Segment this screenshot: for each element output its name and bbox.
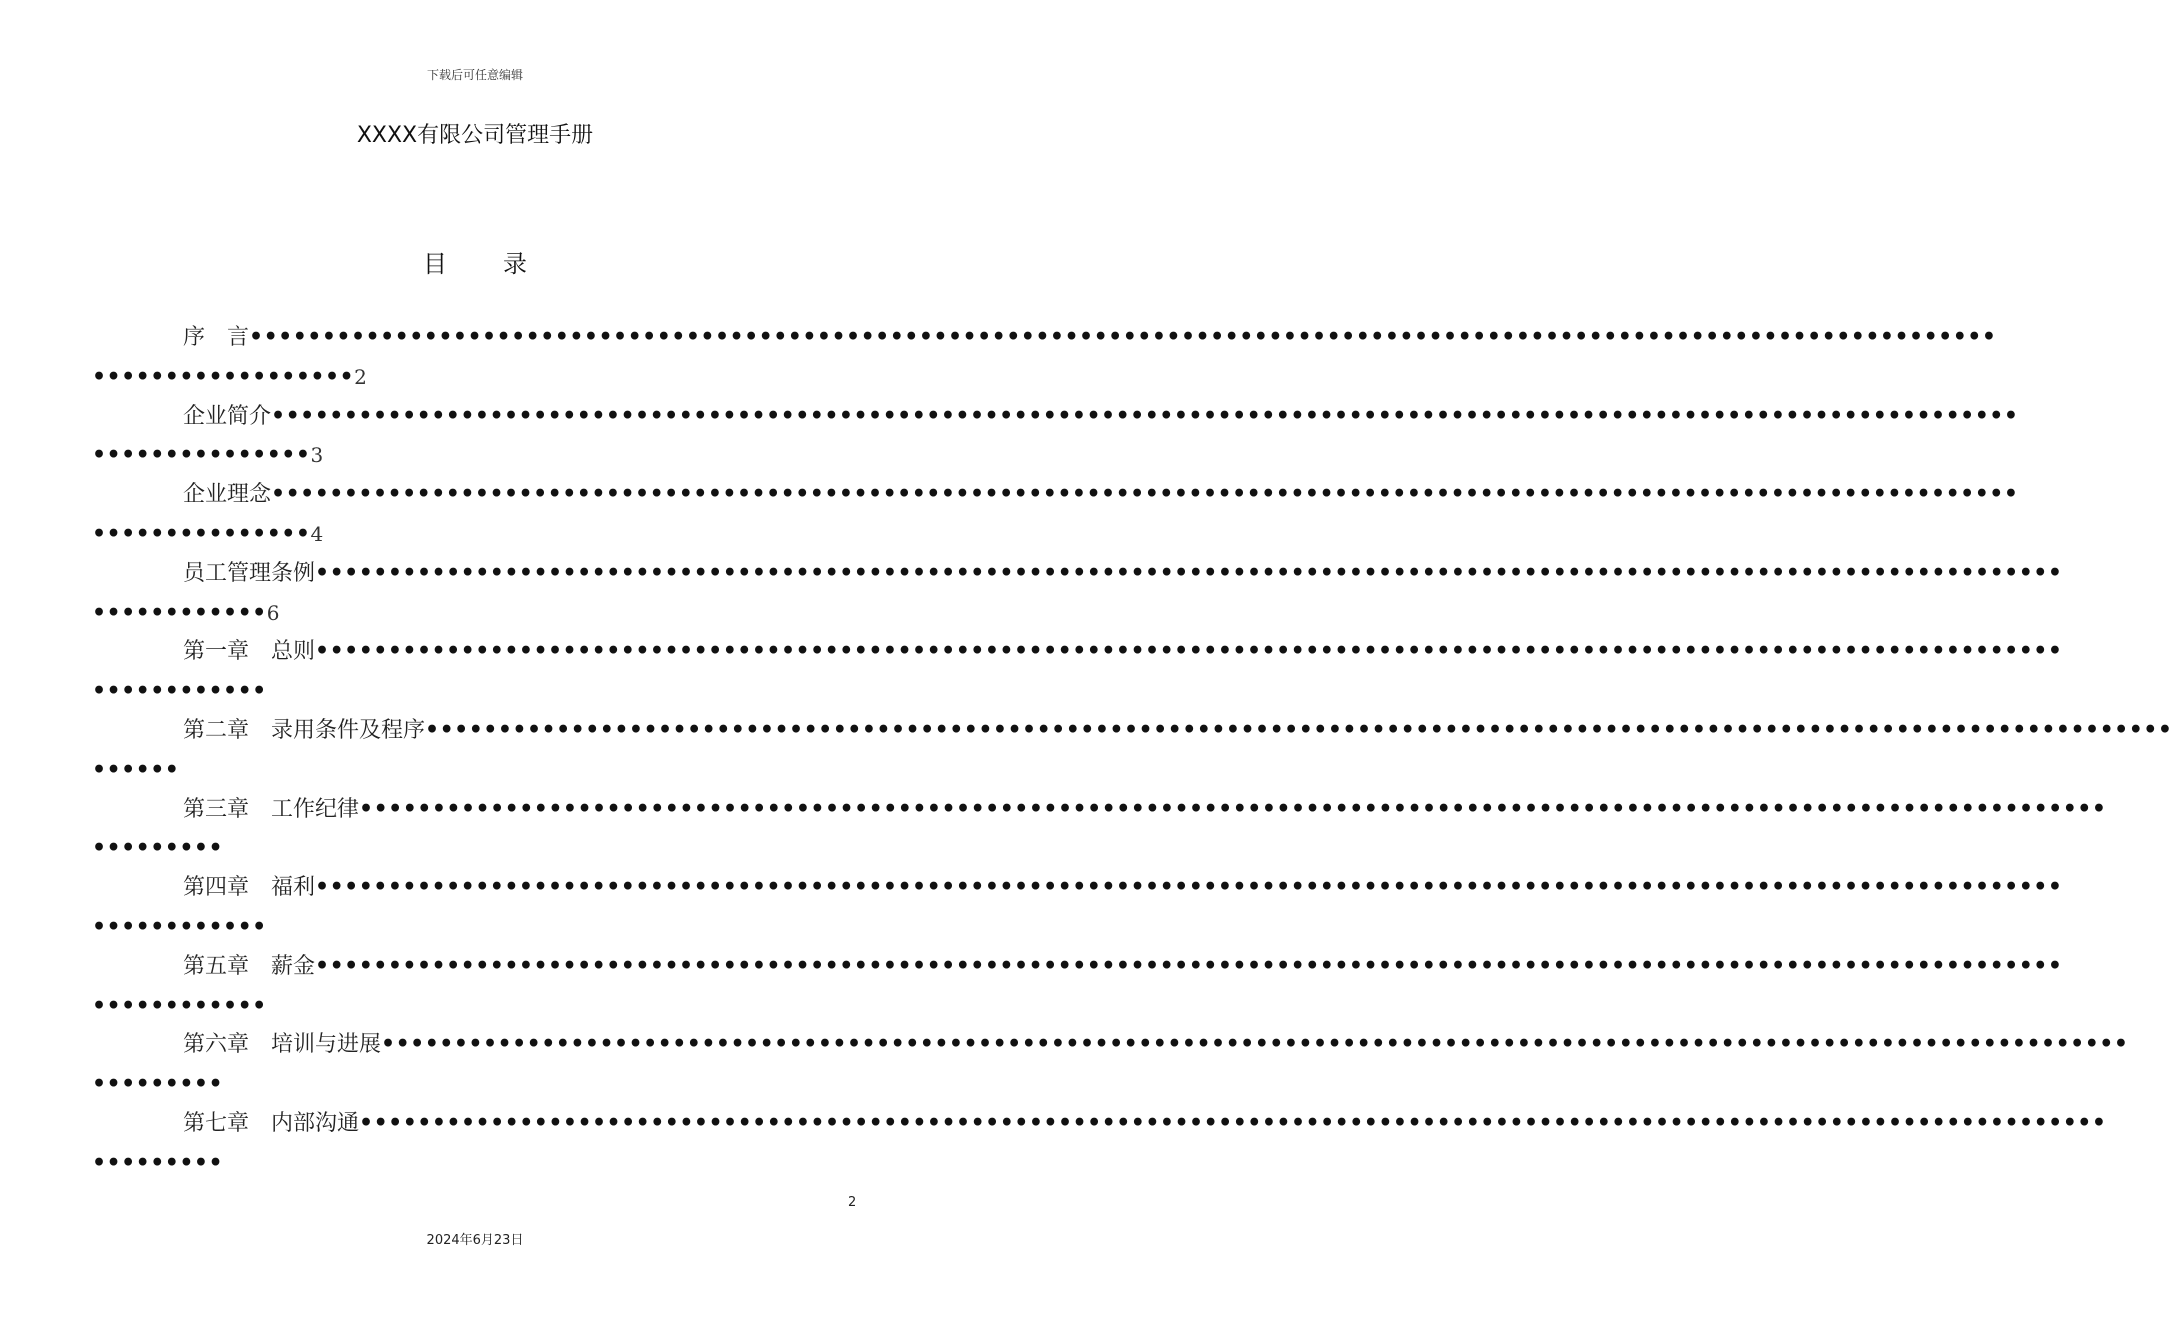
toc-entry-line <box>92 711 2172 751</box>
toc-entry-label: 第二章 录用条件及程序 <box>183 717 426 743</box>
toc-leader-dots: •••••••••••••••••••••••••••••••••••••••••••••••••••••••••••••••••••••••••••••••••••••••••••••••••••••••••••••••••••••••• <box>359 795 2107 822</box>
toc-leader-dots: ••••••••••••••• <box>92 442 311 469</box>
toc-leader-dots: ••••••••• <box>92 835 224 862</box>
toc-entry-label: 企业简介 <box>183 403 272 429</box>
header-note: 下载后可任意编辑 <box>426 68 523 82</box>
toc-entry-line <box>92 790 2107 830</box>
toc-entry-continuation <box>92 751 862 790</box>
toc-entry[interactable] <box>92 318 1997 397</box>
toc-entry-line <box>92 1104 2107 1144</box>
toc-entry-label: 员工管理条例 <box>183 560 316 586</box>
toc-heading-char-2: 录 <box>503 250 527 278</box>
toc-page-number: 2 <box>354 364 367 389</box>
toc-leader-dots: •••••••••••••••••••••••••••••••••••••••••••••••••••••••••••••••••••••••••••••••••••••••••••••••••••••••••••••••••••••••• <box>315 952 2063 979</box>
toc-leader-dots: •••••••••••••••••••••••••••••••••••••••••••••••••••••••••••••••••••••••••••••••••••••••••••••••••••••••••••••••••••••••• <box>249 324 1997 350</box>
toc-entry-continuation <box>92 829 862 868</box>
toc-leader-dots: •••••••••••• <box>92 913 267 940</box>
toc-entry-continuation <box>92 515 862 554</box>
toc-leader-dots: •••••••••••••••••••••••••••••••••••••••••••••••••••••••••••••••••••••••••••••••••••••••••••••••••••••••••••••••••••••••• <box>359 1109 2107 1136</box>
toc-leader-dots: ••••••••• <box>92 1149 224 1176</box>
toc-entry-label: 第三章 工作纪律 <box>183 796 360 822</box>
toc-entry-line <box>92 947 2063 987</box>
toc-entry-label: 第五章 薪金 <box>183 953 316 979</box>
toc-leader-dots: •••••••••••••••••••••••••••••••••••••••••••••••••••••••••••••••••••••••••••••••••••••••••••••••••••••••••••••••••••••••• <box>271 402 2019 429</box>
toc-entry-line <box>92 554 2063 594</box>
toc-entry-line <box>92 1025 2129 1065</box>
toc-entry-label: 第六章 培训与进展 <box>183 1032 382 1058</box>
toc-entry-continuation <box>92 1144 862 1183</box>
toc-leader-dots: ••••••••• <box>92 1071 224 1098</box>
toc-entry-continuation <box>92 436 862 475</box>
toc-entry[interactable] <box>92 711 2172 790</box>
toc-entry-label: 企业理念 <box>183 482 272 508</box>
toc-entry-label: 序 言 <box>183 325 250 350</box>
toc-entry-line <box>92 868 2063 908</box>
toc-leader-dots: •••••• <box>92 756 180 783</box>
toc-leader-dots: •••••••••••• <box>92 599 267 626</box>
toc-entry-line <box>92 475 2019 515</box>
toc-entry-continuation <box>92 1065 862 1104</box>
toc-leader-dots: •••••••••••••••••••••••••••••••••••••••••••••••••••••••••••••••••••••••••••••••••••••••••••••••••••••••••••••••••••••••• <box>315 638 2063 665</box>
toc-leader-dots: •••••••••••••••••••••••••••••••••••••••••••••••••••••••••••••••••••••••••••••••••••••••••••••••••••••••••••••••••••••••• <box>271 481 2019 508</box>
toc-entry-line <box>92 632 2063 672</box>
toc-entry-label: 第四章 福利 <box>183 875 316 901</box>
toc-entry-label: 第一章 总则 <box>183 639 316 665</box>
toc-leader-dots: •••••••••••••••••••••••••••••••••••••••••••••••••••••••••••••••••••••••••••••••••••••••••••••••••••••••••••••••••••••••• <box>381 1031 2129 1058</box>
page-number: 2 <box>848 1195 857 1210</box>
toc-page-number: 6 <box>266 600 280 625</box>
toc-leader-dots: •••••••••••••••••• <box>92 363 355 390</box>
toc-leader-dots: •••••••••••••••••••••••••••••••••••••••••••••••••••••••••••••••••••••••••••••••••••••••••••••••••••••••••••••••••••••••• <box>315 559 2063 586</box>
toc-page-number: 4 <box>310 521 324 546</box>
toc-entry-continuation <box>92 672 862 711</box>
toc-heading-char-1: 目 <box>423 250 447 278</box>
toc-entry-continuation <box>92 594 862 633</box>
toc-entry[interactable] <box>92 868 2063 947</box>
toc-entry[interactable] <box>92 790 2107 869</box>
toc-entry[interactable] <box>92 1104 2107 1183</box>
table-of-contents <box>92 318 2172 1183</box>
toc-entry-line <box>92 397 2019 437</box>
toc-entry[interactable] <box>92 475 2019 554</box>
footer-date: 2024年6月23日 <box>426 1233 524 1248</box>
toc-leader-dots: •••••••••••• <box>92 678 267 705</box>
toc-entry[interactable] <box>92 947 2063 1026</box>
toc-leader-dots: •••••••••••••••••••••••••••••••••••••••••••••••••••••••••••••••••••••••••••••••••••••••••••••••••••••••••••••••••••••••• <box>315 874 2063 901</box>
toc-leader-dots: ••••••••••••••• <box>92 520 311 547</box>
toc-entry-continuation <box>92 358 862 397</box>
toc-leader-dots: •••••••••••• <box>92 992 267 1019</box>
document-title: XXXX有限公司管理手册 <box>356 123 594 148</box>
toc-entry-label: 第七章 内部沟通 <box>183 1110 360 1136</box>
toc-leader-dots: •••••••••••••••••••••••••••••••••••••••••••••••••••••••••••••••••••••••••••••••••••••••••••••••••••••••••••••••••••••••• <box>425 716 2172 743</box>
toc-entry[interactable] <box>92 632 2063 711</box>
toc-heading <box>0 244 950 279</box>
toc-entry-line <box>92 318 1997 358</box>
toc-entry[interactable] <box>92 397 2019 476</box>
toc-entry-continuation <box>92 908 862 947</box>
toc-page-number: 3 <box>310 443 324 468</box>
toc-entry[interactable] <box>92 1025 2129 1104</box>
toc-entry-continuation <box>92 987 862 1026</box>
toc-entry[interactable] <box>92 554 2063 633</box>
